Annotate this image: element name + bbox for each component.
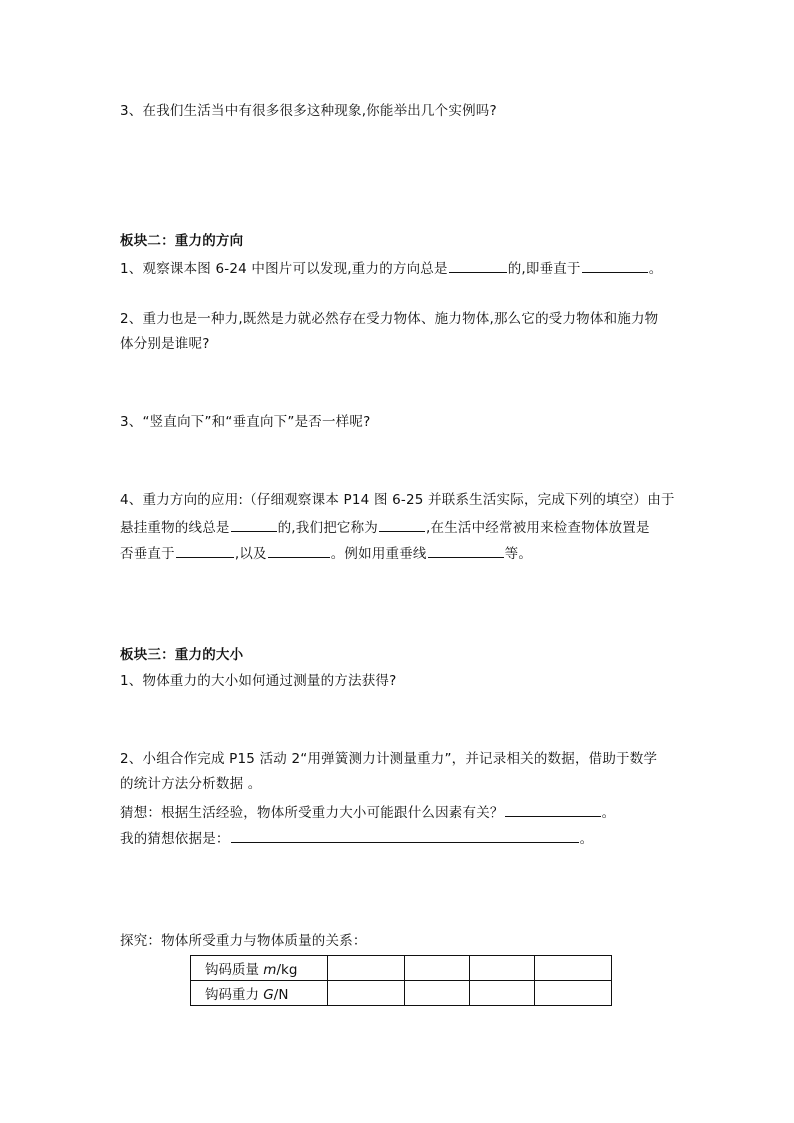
answer-blank[interactable]: [231, 517, 277, 532]
table-cell[interactable]: [328, 956, 405, 981]
question-s2-3: 3、“竖直向下”和“垂直向下”是否一样呢?: [120, 414, 371, 430]
question-s3-1: 1、物体重力的大小如何通过测量的方法获得?: [120, 673, 397, 689]
guess-line: [120, 802, 615, 822]
table-row: [191, 981, 612, 1006]
question-s2-4-text-a: 悬挂重物的线总是: [120, 520, 230, 536]
question-s2-4-line1: 4、重力方向的应用:（仔细观察课本 P14 图 6-25 并联系生活实际，完成下列的填空）由于: [120, 492, 675, 508]
data-table: [190, 955, 612, 1006]
row-label-weight-unit: /N: [273, 987, 289, 1003]
answer-blank[interactable]: [449, 258, 507, 273]
question-s2-4-text-e: ,以及: [234, 546, 267, 562]
guess-end: 。: [601, 805, 616, 821]
answer-blank[interactable]: [582, 258, 648, 273]
question-s3-2-line1: 2、小组合作完成 P15 活动 2“用弹簧测力计测量重力”，并记录相关的数据，借助于数学: [120, 751, 658, 767]
question-s2-4-line3: [120, 543, 532, 563]
question-s2-4-line2: [120, 517, 650, 537]
answer-blank[interactable]: [268, 543, 330, 558]
answer-blank[interactable]: [231, 828, 579, 843]
row-label-mass-text: 钩码质量: [205, 962, 264, 978]
question-s2-2-line1: 2、重力也是一种力,既然是力就必然存在受力物体、施力物体,那么它的受力物体和施力物: [120, 311, 659, 327]
explore-heading: 探究：物体所受重力与物体质量的关系：: [120, 933, 367, 949]
row-label-mass-unit: /kg: [276, 962, 298, 978]
table-cell[interactable]: [470, 956, 535, 981]
row-label-weight: [191, 981, 328, 1006]
answer-blank[interactable]: [505, 802, 601, 817]
table-row: [191, 956, 612, 981]
question-s2-4-text-d: 否垂直于: [120, 546, 175, 562]
section-heading-direction: 板块二：重力的方向: [120, 233, 244, 249]
question-s2-1-text-c: 。: [648, 261, 663, 277]
answer-blank[interactable]: [428, 543, 504, 558]
table-cell[interactable]: [535, 956, 612, 981]
guess-text: 猜想：根据生活经验，物体所受重力大小可能跟什么因素有关？: [120, 805, 504, 821]
row-label-mass: [191, 956, 328, 981]
question-s2-4-text-b: 的,我们把它称为: [277, 520, 379, 536]
question-s3-2-line2: 的统计方法分析数据 。: [120, 776, 262, 792]
table-cell[interactable]: [405, 956, 470, 981]
basis-end: 。: [579, 831, 594, 847]
basis-line: [120, 828, 593, 848]
answer-blank[interactable]: [176, 543, 234, 558]
row-label-weight-text: 钩码重力: [205, 987, 264, 1003]
row-label-weight-var: G: [263, 987, 274, 1003]
question-s2-4-text-g: 等。: [504, 546, 533, 562]
basis-text: 我的猜想依据是：: [120, 831, 230, 847]
question-s2-4-text-c: ,在生活中经常被用来检查物体放置是: [426, 520, 650, 536]
question-s2-1-text-b: 的,即垂直于: [507, 261, 581, 277]
question-s2-1: [120, 258, 662, 278]
section-heading-magnitude: 板块三：重力的大小: [120, 647, 244, 663]
answer-blank[interactable]: [379, 517, 425, 532]
question-s2-2-line2: 体分别是谁呢?: [120, 336, 210, 352]
question-s1-3: 3、在我们生活当中有很多很多这种现象,你能举出几个实例吗?: [120, 103, 497, 119]
table-cell[interactable]: [470, 981, 535, 1006]
row-label-mass-var: m: [263, 962, 277, 978]
table-cell[interactable]: [328, 981, 405, 1006]
question-s2-4-text-f: 。例如用重垂线: [330, 546, 427, 562]
question-s2-1-text-a: 1、观察课本图 6-24 中图片可以发现,重力的方向总是: [120, 261, 448, 277]
table-cell[interactable]: [535, 981, 612, 1006]
table-cell[interactable]: [405, 981, 470, 1006]
